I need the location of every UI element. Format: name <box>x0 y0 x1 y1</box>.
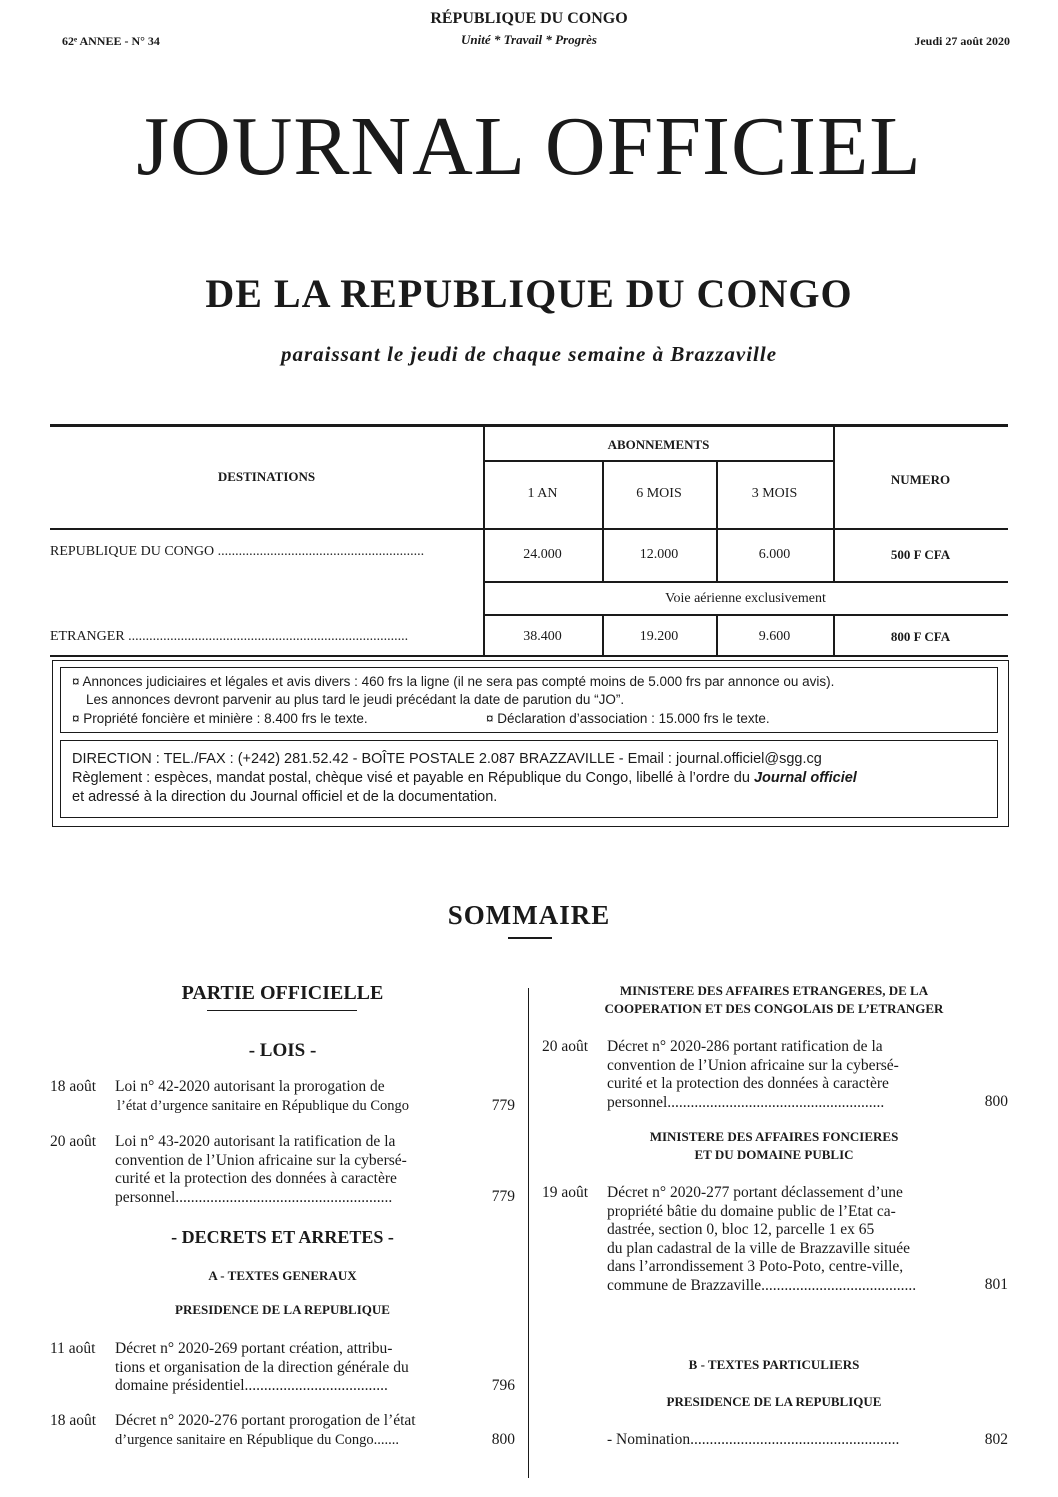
entry-page: 779 <box>491 1188 515 1205</box>
congo-6mois: 12.000 <box>639 547 679 562</box>
entry-line: convention de l’Union africaine sur la cybersé- <box>607 1056 899 1074</box>
entry-line: Loi n° 43-2020 autorisant la ratification de la <box>115 1133 396 1150</box>
table-top-rule <box>50 424 1008 427</box>
entry-line: Loi n° 42-2020 autorisant la prorogation de <box>115 1078 385 1095</box>
table-header-rule <box>50 528 1008 530</box>
journal-name: Journal officiel <box>753 770 857 786</box>
entry-page: 800 <box>491 1431 515 1448</box>
header-abonnements: ABONNEMENTS <box>607 437 710 452</box>
entry-line: Décret n° 2020-269 portant création, attribu- <box>115 1340 393 1357</box>
etranger-6mois: 19.200 <box>639 629 679 644</box>
motto: Unité * Travail * Progrès <box>460 32 597 47</box>
entry-text <box>607 1184 952 1295</box>
entry-line: convention de l’Union africaine sur la cybersé- <box>115 1151 407 1169</box>
etranger-numero: 800 F CFA <box>890 629 951 644</box>
entry-line: Décret n° 2020-286 portant ratification de la <box>607 1038 883 1055</box>
entry-text <box>115 1340 455 1396</box>
air-note: Voie aérienne exclusivement <box>665 590 826 606</box>
notice-annonces: ¤ Annonces judiciaires et légales et avis divers : 460 frs la ligne (il ne sera pas compté moins de 5.000 frs par annonce ou avis). <box>72 674 835 689</box>
entry-line: propriété bâtie du domaine public de l’Etat ca- <box>607 1202 896 1220</box>
entry-line: dans l’arrondissement 3 Poto-Poto, centre-ville, <box>607 1258 904 1275</box>
entry-line: domaine présidentiel..................................... <box>115 1377 388 1394</box>
column-divider <box>528 988 529 1478</box>
entry-text <box>115 1133 455 1207</box>
entry-page: 796 <box>491 1377 515 1394</box>
republic-heading: RÉPUBLIQUE DU CONGO <box>430 10 628 27</box>
partie-underline <box>207 1010 357 1011</box>
entry-text <box>115 1078 455 1115</box>
entry-line: tions et organisation de la direction générale du <box>115 1358 409 1376</box>
entry-page: 802 <box>984 1431 1008 1448</box>
row-label-etranger: ETRANGER ................................................................................ <box>50 629 409 644</box>
lois-heading: - LOIS - <box>248 1040 317 1061</box>
entry-line: du plan cadastral de la ville de Brazzaville située <box>607 1239 910 1257</box>
decrets-heading: - DECRETS ET ARRETES - <box>171 1227 394 1247</box>
entry-page: 800 <box>984 1093 1008 1110</box>
header-3mois: 3 MOIS <box>751 486 798 501</box>
entry-line: personnel........................................................ <box>115 1188 393 1206</box>
header-1an: 1 AN <box>527 486 558 501</box>
entry-line: commune de Brazzaville........................................ <box>607 1276 917 1294</box>
entry-line: d’urgence sanitaire en République du Congo....... <box>115 1431 400 1448</box>
textes-generaux: A - TEXTES GENERAUX <box>208 1268 357 1283</box>
etranger-1an: 38.400 <box>523 629 562 644</box>
entry-line: curité et la protection des données à caractère <box>607 1075 889 1092</box>
entry-text <box>115 1412 455 1449</box>
header-6mois: 6 MOIS <box>636 486 682 501</box>
entry-line: personnel........................................................ <box>607 1093 885 1111</box>
entry-text <box>607 1038 952 1112</box>
ministere-etrangeres-l1: MINISTERE DES AFFAIRES ETRANGERES, DE LA <box>619 983 929 998</box>
journal-subtitle: DE LA REPUBLIQUE DU CONGO <box>205 271 853 316</box>
issue-number: 62ᵉ ANNEE - N° 34 <box>62 34 160 48</box>
entry-date: 20 août <box>542 1038 589 1055</box>
direction-reglement <box>72 770 857 786</box>
entry-date: 18 août <box>50 1412 97 1429</box>
congo-1an: 24.000 <box>523 547 562 562</box>
ministere-etrangeres-l2: COOPERATION ET DES CONGOLAIS DE L’ETRANGER <box>604 1001 944 1016</box>
partie-officielle: PARTIE OFFICIELLE <box>181 982 384 1004</box>
journal-title: JOURNAL OFFICIEL <box>136 100 922 193</box>
entry-date: 11 août <box>50 1340 96 1357</box>
entry-page: 801 <box>984 1276 1008 1293</box>
textes-particuliers: B - TEXTES PARTICULIERS <box>688 1357 860 1372</box>
issue-date: Jeudi 27 août 2020 <box>914 34 1010 48</box>
entry-line: Décret n° 2020-276 portant prorogation de l’état <box>115 1412 416 1429</box>
notice-propriete: ¤ Propriété foncière et minière : 8.400 frs le texte. <box>72 711 368 726</box>
header-numero: NUMERO <box>890 472 951 487</box>
reglement-text: Règlement : espèces, mandat postal, chèque visé et payable en République du Congo, libellé à l’ordre du <box>72 770 750 786</box>
row-label-congo: REPUBLIQUE DU CONGO ........................................................... <box>50 544 425 559</box>
direction-adresse: et adressé à la direction du Journal officiel et de la documentation. <box>72 789 498 805</box>
entry-text <box>607 1431 952 1450</box>
entry-line: - Nomination...................................................... <box>607 1431 900 1448</box>
table-bottom-rule <box>50 655 1008 657</box>
entry-date: 19 août <box>542 1184 589 1201</box>
sommaire-underline <box>508 937 552 939</box>
entry-line: dastrée, section 0, bloc 12, parcelle 1 ex 65 <box>607 1221 875 1238</box>
sommaire-heading: SOMMAIRE <box>447 900 611 930</box>
ministere-foncieres-l2: ET DU DOMAINE PUBLIC <box>694 1147 854 1162</box>
direction-contact: DIRECTION : TEL./FAX : (+242) 281.52.42 - BOÎTE POSTALE 2.087 BRAZZAVILLE - Email : journal.officiel@sgg.cg <box>72 751 822 767</box>
entry-date: 18 août <box>50 1078 97 1095</box>
congo-3mois: 6.000 <box>758 547 791 562</box>
notice-association: ¤ Déclaration d’association : 15.000 frs le texte. <box>486 711 770 726</box>
notice-deadline: Les annonces devront parvenir au plus tard le jeudi précédant la date de parution du “JO”. <box>86 692 625 707</box>
entry-line: curité et la protection des données à caractère <box>115 1170 397 1187</box>
presidence-left: PRESIDENCE DE LA REPUBLIQUE <box>175 1302 390 1317</box>
presidence-right: PRESIDENCE DE LA REPUBLIQUE <box>666 1394 882 1409</box>
tagline: paraissant le jeudi de chaque semaine à Brazzaville <box>280 342 778 366</box>
etranger-3mois: 9.600 <box>758 629 791 644</box>
entry-date: 20 août <box>50 1133 97 1150</box>
entry-page: 779 <box>491 1097 515 1114</box>
ministere-foncieres-l1: MINISTERE DES AFFAIRES FONCIERES <box>649 1129 899 1144</box>
header-destinations: DESTINATIONS <box>217 469 316 484</box>
congo-numero: 500 F CFA <box>890 547 951 562</box>
table-divider <box>483 614 1008 616</box>
entry-line: Décret n° 2020-277 portant déclassement d’une <box>607 1184 903 1201</box>
table-divider <box>483 460 834 462</box>
entry-line: l’état d’urgence sanitaire en République du Congo <box>117 1097 410 1114</box>
